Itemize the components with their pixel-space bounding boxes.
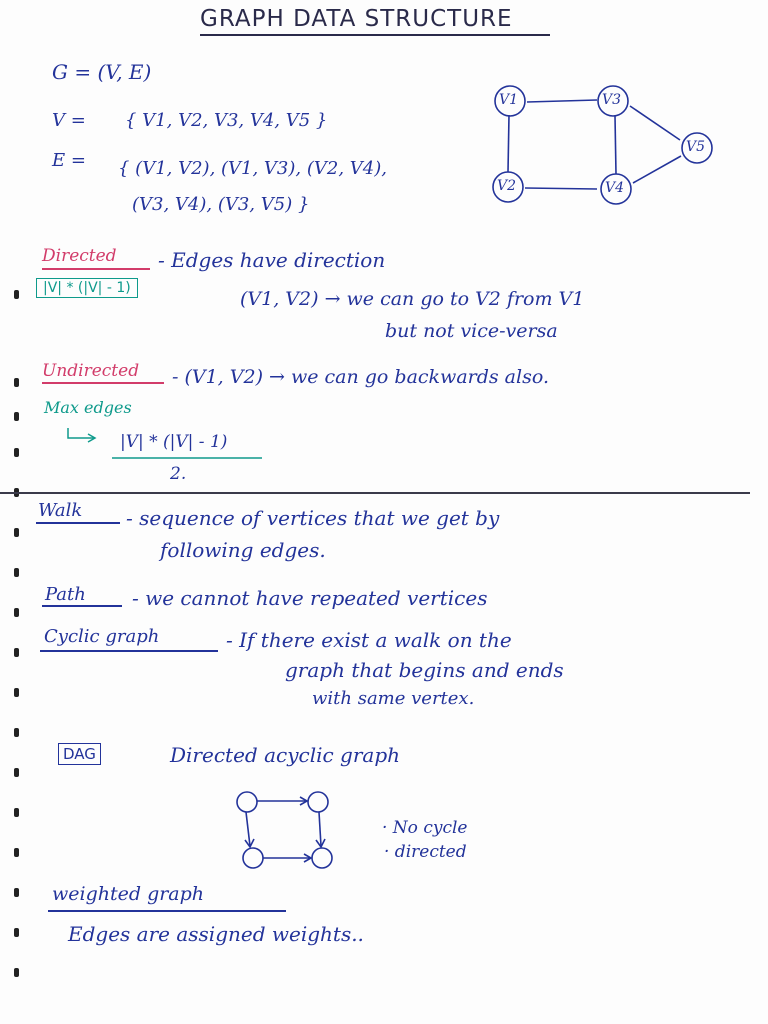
vertex-set: { V1, V2, V3, V4, V5 } xyxy=(125,110,328,131)
cyclic-description-line1: - If there exist a walk on the xyxy=(226,628,512,652)
dag-node-bottom-left xyxy=(243,848,263,868)
edge-set-line1: { (V1, V2), (V1, V3), (V2, V4), xyxy=(118,158,387,179)
path-description: - we cannot have repeated vertices xyxy=(132,586,488,610)
directed-term: Directed xyxy=(42,246,117,266)
max-edges-denominator: 2. xyxy=(170,464,187,484)
node-label-v2: V2 xyxy=(497,178,517,194)
dag-term: DAG xyxy=(58,743,101,765)
max-edges-numerator: |V| * (|V| - 1) xyxy=(120,432,228,452)
dag-node-top-right xyxy=(308,792,328,812)
path-term: Path xyxy=(45,584,86,605)
dag-note-no-cycle: · No cycle xyxy=(382,818,468,838)
cyclic-description-line3: with same vertex. xyxy=(312,688,475,709)
dag-description: Directed acyclic graph xyxy=(170,743,401,767)
node-label-v5: V5 xyxy=(686,139,706,155)
dag-edge-right xyxy=(319,812,321,846)
node-label-v1: V1 xyxy=(499,92,519,108)
graph-definition: G = (V, E) xyxy=(52,60,152,84)
weighted-description: Edges are assigned weights.. xyxy=(68,922,364,946)
dag-node-top-left xyxy=(237,792,257,812)
walk-description-line1: - sequence of vertices that we get by xyxy=(126,506,500,530)
directed-example-line1: (V1, V2) → we can go to V2 from V1 xyxy=(240,288,585,310)
weighted-graph-term: weighted graph xyxy=(52,883,205,905)
undirected-term: Undirected xyxy=(42,361,140,381)
dag-note-directed: · directed xyxy=(384,842,467,862)
cyclic-description-line2: graph that begins and ends xyxy=(285,658,564,682)
directed-max-edges-formula: |V| * (|V| - 1) xyxy=(36,278,138,298)
edge-set-label: E = xyxy=(52,150,86,171)
directed-description: - Edges have direction xyxy=(158,248,386,272)
weighted-graph-underline xyxy=(48,910,286,912)
node-label-v3: V3 xyxy=(602,92,622,108)
cyclic-graph-term: Cyclic graph xyxy=(44,626,160,647)
vertex-set-label: V = xyxy=(52,110,86,131)
walk-term: Walk xyxy=(38,500,83,521)
dag-node-bottom-right xyxy=(312,848,332,868)
directed-example-line2: but not vice-versa xyxy=(385,320,558,342)
undirected-description: - (V1, V2) → we can go backwards also. xyxy=(172,366,549,388)
page-title: GRAPH DATA STRUCTURE xyxy=(200,6,513,32)
node-label-v4: V4 xyxy=(605,180,625,196)
walk-description-line2: following edges. xyxy=(160,538,326,562)
max-edges-label: Max edges xyxy=(44,398,132,417)
edge-set-line2: (V3, V4), (V3, V5) } xyxy=(132,194,310,215)
